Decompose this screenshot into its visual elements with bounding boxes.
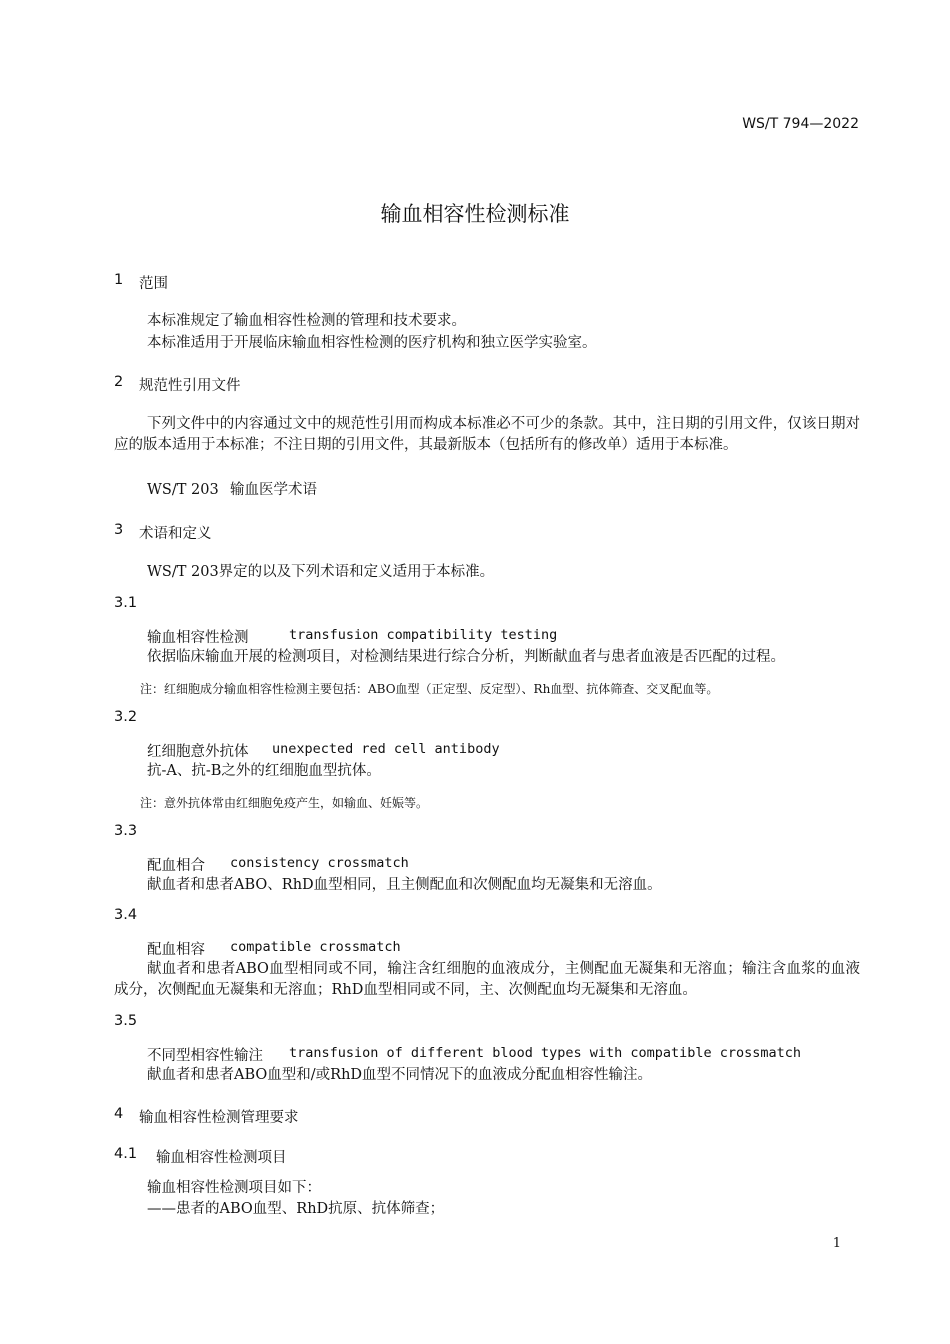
- section-1-paragraph-1: 本标准规定了输血相容性检测的管理和技术要求。: [147, 313, 466, 329]
- section-4-1-paragraph: 输血相容性检测项目如下：: [147, 1180, 321, 1196]
- term-3-2-definition: 抗-A、抗-B之外的红细胞血型抗体。: [147, 763, 381, 779]
- section-2-number: 2: [114, 374, 124, 390]
- section-4-number: 4: [114, 1106, 124, 1122]
- term-3-4-number: 3.4: [114, 907, 138, 923]
- term-3-4-chinese: 配血相容: [147, 942, 205, 958]
- term-3-3-number: 3.3: [114, 823, 138, 839]
- term-3-4-definition: 献血者和患者ABO血型相同或不同，输注含红细胞的血液成分，主侧配血无凝集和无溶血；输注含血浆的血液成分，次侧配血无凝集和无溶血；RhD血型相同或不同，主、次侧配血均无凝集和无溶血。: [114, 961, 860, 998]
- normative-reference-title: 输血医学术语: [230, 482, 317, 498]
- term-3-5-chinese: 不同型相容性输注: [147, 1048, 263, 1064]
- section-3-number: 3: [114, 522, 124, 538]
- document-number: WS/T 794—2022: [742, 116, 859, 132]
- term-3-2-note: 注：意外抗体常由红细胞免疫产生，如输血、妊娠等。: [140, 796, 429, 810]
- section-4-1-number: 4.1: [114, 1146, 138, 1162]
- section-4-title: 输血相容性检测管理要求: [139, 1110, 299, 1126]
- section-1-paragraph-2: 本标准适用于开展临床输血相容性检测的医疗机构和独立医学实验室。: [147, 335, 597, 351]
- term-3-3-english: consistency crossmatch: [230, 855, 409, 871]
- section-2-paragraph: 下列文件中的内容通过文中的规范性引用而构成本标准必不可少的条款。其中，注日期的引用文件，仅该日期对应的版本适用于本标准；不注日期的引用文件，其最新版本（包括所有的修改单）适用于本标准。: [114, 416, 860, 453]
- term-3-1-note: 注：红细胞成分输血相容性检测主要包括：ABO血型（正定型、反定型）、Rh血型、抗体筛查、交叉配血等。: [140, 682, 719, 696]
- term-3-4-english: compatible crossmatch: [230, 939, 401, 955]
- term-3-1-english: transfusion compatibility testing: [289, 627, 558, 643]
- normative-reference-code: WS/T 203: [147, 482, 219, 498]
- term-3-5-definition: 献血者和患者ABO血型和/或RhD血型不同情况下的血液成分配血相容性输注。: [147, 1067, 653, 1083]
- section-3-paragraph: WS/T 203界定的以及下列术语和定义适用于本标准。: [147, 564, 495, 580]
- term-3-1-definition: 依据临床输血开展的检测项目，对检测结果进行综合分析，判断献血者与患者血液是否匹配的过程。: [147, 649, 785, 665]
- section-4-1-list-item: ——患者的ABO血型、RhD抗原、抗体筛查；: [147, 1201, 445, 1217]
- section-3-title: 术语和定义: [139, 526, 212, 542]
- term-3-1-chinese: 输血相容性检测: [147, 630, 249, 646]
- section-2-title: 规范性引用文件: [139, 378, 241, 394]
- term-3-2-number: 3.2: [114, 709, 138, 725]
- section-4-1-title: 输血相容性检测项目: [156, 1150, 287, 1166]
- term-3-2-english: unexpected red cell antibody: [272, 741, 500, 757]
- section-1-title: 范围: [139, 276, 168, 292]
- section-1-number: 1: [114, 272, 124, 288]
- page-number: 1: [832, 1236, 841, 1251]
- term-3-3-chinese: 配血相合: [147, 858, 205, 874]
- term-3-5-english: transfusion of different blood types with compatible crossmatch: [289, 1045, 802, 1061]
- term-3-5-number: 3.5: [114, 1013, 138, 1029]
- term-3-3-definition: 献血者和患者ABO、RhD血型相同，且主侧配血和次侧配血均无凝集和无溶血。: [147, 877, 662, 893]
- term-3-1-number: 3.1: [114, 595, 138, 611]
- term-3-2-chinese: 红细胞意外抗体: [147, 744, 249, 760]
- page-title: 输血相容性检测标准: [380, 202, 570, 226]
